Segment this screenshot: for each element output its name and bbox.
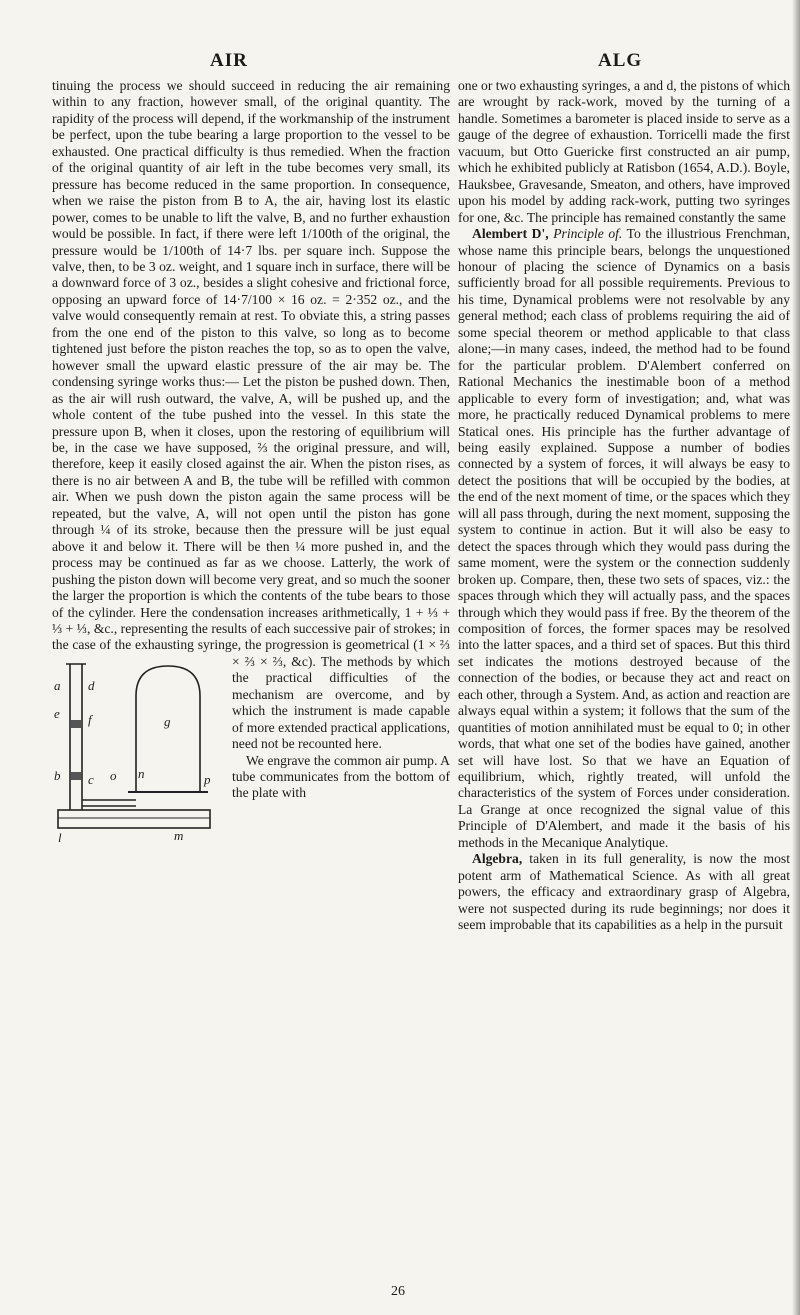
running-header-left: AIR — [210, 50, 248, 71]
figure-label-d: d — [88, 677, 95, 693]
entry-headword: Alembert D', — [472, 226, 549, 242]
page-number: 26 — [391, 1284, 405, 1299]
left-column — [52, 78, 450, 848]
figure-label-p: p — [204, 771, 211, 787]
figure-label-g: g — [164, 713, 171, 729]
figure-label-m: m — [174, 827, 184, 843]
figure-label-l: l — [58, 829, 62, 845]
entry-body: To the illustrious Frenchman, whose name this principle bears, belongs the unquestioned honour of placing the science of Dynamics on a basis sufficiently broad for all possible requirements. Previous to his time, Dynamical problems were not resolvable by any general method; each class of problems requiring the aid of some special theorem or method applicable to that class alone;—in many cases, indeed, the method had to be found for the particular problem. D'Alembert conferred on Rational Mechanics the inestimable boon of a method applicable to every form of investigation; and, what was more, he practically reduced Dynamical problems to mere Statical ones. His principle has the further advantage of being easily explained. Suppose a number of bodies connected by a system of forces, it will always be easy to detect the positions that will be occupied by the bodies, at the end of the next moment of time, or the spaces which they will all pass through, during the next moment, supposing the system to continue in action. But it will also be easy to detect the spaces through which they would pass during the same moment, were the system or the connection suddenly broken up. Compare, then, these two sets of spaces, viz.: the spaces through which they will actually pass, and the spaces through which they would pass if free. By the theorem of the composition of forces, the former spaces may be resolved into the latter spaces, and a third set of spaces. But this third set indicates the motions destroyed because of the connection of the bodies, or because they act and react on each other, through a System. And, as action and reaction are always equal within a system; it follows that the sum of the quantities of motion annihilated must be equal to 0; in other words, that what one set of the bodies have gained, another set will have lost. So that we have an Equation of equilibrium, which, rightly treated, will unfold the characteristics of the system of Forces under consideration. La Grange at once recognized the signal value of this Principle of D'Alembert, and made it the basis of his methods in the Mecanique Analytique. — [458, 226, 791, 850]
page-edge-shadow — [792, 0, 800, 1315]
air-pump-diagram — [52, 660, 224, 846]
figure-label-f: f — [88, 711, 92, 727]
entry-body: taken in its full generality, is now the most potent arm of Mathematical Science. As with all great powers, the efficacy and extraordinary grasp of Algebra, were not suspected during its rude beginnings; nor does it seem improbable that its capabilities as a help in the pursuit — [458, 851, 790, 933]
figure-label-n: n — [138, 765, 145, 781]
figure-label-a: a — [54, 677, 61, 693]
figure-label-o: o — [110, 767, 117, 783]
figure-label-b: b — [54, 767, 61, 783]
figure-label-e: e — [54, 705, 60, 721]
paragraph-text: tinuing the process we should succeed in reducing the air remaining within to any fraction, however small, of the original quantity. The rapidity of the process will depend, if the workmanship of the instrument be perfect, upon the tube bearing a large proportion to the vessel to be exhausted. One practical difficulty is thus remedied. When the fraction of the original quantity of air left in the tube becomes very small, its pressure has become reduced in the same proportion. In consequence, when we raise the piston from B to A, the air, having lost its elastic power, comes to be unable to lift the valve, B, and no further exhaustion would be possible. In fact, if there were left 1/100th of the original, the pressure would be 1/100th of 14·7 lbs. per square inch. Suppose the valve, then, to be 3 oz. weight, and 1 square inch in surface, there will be a downward force of 3 oz., besides a slight cohesive and frictional force, opposing an upward force of 14·7/100 × 16 oz. = 2·352 oz., and the valve would consequently remain at rest. To obviate this, a string passes from the one end of the piston to this valve, so long as to become tightened just before the piston reaches the top, so as to open the valve, however small the upward elastic pressure of the air may be. The condensing syringe works thus:— Let the piston be pushed down. Then, as the air will rush outward, the valve, A, will be pushed up, and the whole content of the tube pushed into the vessel. In this state the pressure upon B, when it closes, upon the restoring of equilibrium will be, in the case we have supposed, ⅔ the original pressure, and will, therefore, keep it easily closed against the air. When the piston rises, as there is no air between A and B, the tube will be refilled with common air. When we push down the piston again the same process will be repeated, but the valve, A, will not open until the piston has gone through ¼ of its stroke, because then the pressure will be just equal above it and below it. There will be then ¼ more pushed in, and the process may be continued as far as we choose. Latterly, the work of pushing the piston down will become very great, and so much the sooner the larger the proportion is which the contents of the tube bears to those of the cylinder. Here the condensation increases arithmetically, 1 + ⅓ + ⅓ + ⅓, &c., representing the results of each successive pair of strokes; in the case of the exhausting syringe, the progression is geometrical (1 × ⅔ × ⅔ × ⅔, &c). — [52, 78, 450, 669]
entry-algebra — [458, 851, 790, 933]
entry-headword: Algebra, — [472, 851, 523, 867]
paragraph-syringes: one or two exhausting syringes, a and d, the pistons of which are wrought by rack-work, moved by the turning of a handle. Sometimes a barometer is placed inside to serve as a gauge of the degree of exhaustion. Torricelli made the first vacuum, but Otto Guericke first constructed an air pump, which he exhibited publicly at Ratisbon (1654, A.D.). Boyle, Hauksbee, Gravesande, Smeaton, and others, have improved upon his model by adding rack-work, putting two syringes for one, &c. The principle has remained constantly the same — [458, 78, 790, 225]
right-column — [458, 78, 790, 934]
air-pump-figure — [52, 660, 224, 846]
paragraph-engrave: We engrave the common air pump. A tube communicates from the bottom of the plate with — [232, 752, 450, 801]
entry-subtitle: Principle of. — [553, 226, 623, 242]
running-header-right: ALG — [598, 50, 643, 71]
figure-label-c: c — [88, 771, 94, 787]
paragraph-text-beside-figure: The methods by which the practical difficulties of the mechanism are overcome, and by which the instrument is made capable of more extended practical applications, need not be recounted here. — [232, 653, 450, 752]
entry-alembert — [458, 226, 790, 851]
